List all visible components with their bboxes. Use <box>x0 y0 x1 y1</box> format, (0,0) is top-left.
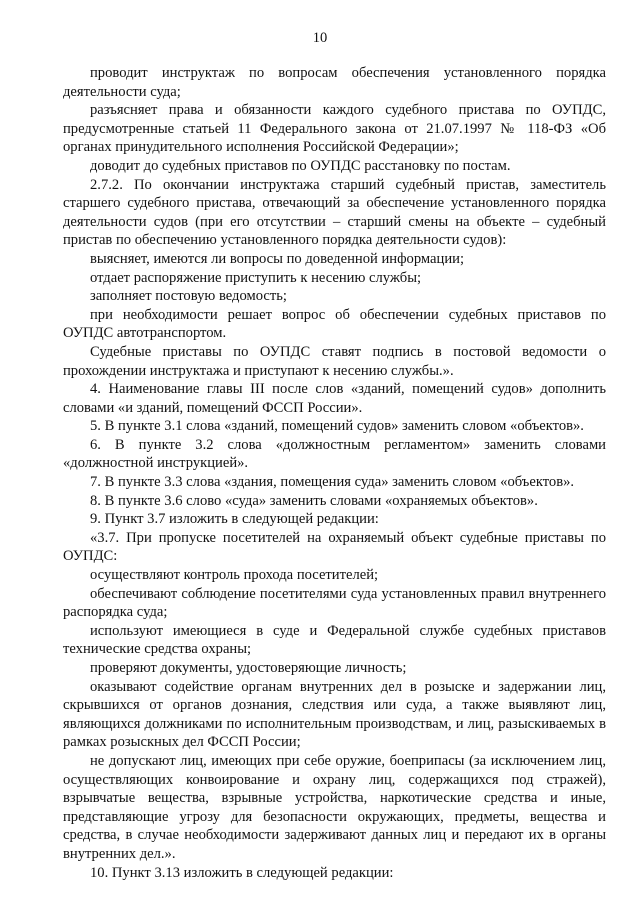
document-body <box>63 64 606 882</box>
paragraph: «3.7. При пропуске посетителей на охраняемый объект судебные приставы по ОУПДС: <box>63 529 606 565</box>
paragraph: проверяют документы, удостоверяющие личность; <box>90 660 407 676</box>
paragraph: заполняет постовую ведомость; <box>90 288 287 305</box>
paragraph: 8. В пункте 3.6 слово «суда» заменить словами «охраняемых объектов». <box>90 492 538 509</box>
paragraph: осуществляют контроль прохода посетителей; <box>90 567 379 584</box>
paragraph: 7. В пункте 3.3 слова «здания, помещения суда» заменить словом «объектов». <box>90 474 575 491</box>
paragraph: доводит до судебных приставов по ОУПДС расстановку по постам. <box>90 157 511 174</box>
paragraph: выясняет, имеются ли вопросы по доведенной информации; <box>90 250 465 267</box>
paragraph: 6. В пункте 3.2 слова «должностным регламентом» заменить словами «должностной инструкцией». <box>63 436 606 472</box>
paragraph: используют имеющиеся в суде и Федеральной службе судебных приставов технические средства охраны; <box>63 622 606 658</box>
paragraph: проводит инструктаж по вопросам обеспечения установленного порядка деятельности суда; <box>63 65 606 100</box>
paragraph: 9. Пункт 3.7 изложить в следующей редакции: <box>90 511 379 528</box>
paragraph: 4. Наименование главы III после слов «зданий, помещений судов» дополнить словами «и зданий, помещений ФССП России». <box>63 381 606 416</box>
paragraph: при необходимости решает вопрос об обеспечении судебных приставов по ОУПДС автотранспортом. <box>63 306 606 342</box>
page-number: 10 <box>312 30 328 46</box>
paragraph: не допускают лиц, имеющих при себе оружие, боеприпасы (за исключением лиц, осуществляющих конвоирование и охрану лиц, содержащихся под стражей), взрывчатые вещества, взрывные устройства, наркотические средства и иные, представляющие угрозу для безопасности окружающих, предметы, вещества и средства, в случае необходимости задерживают данных лиц и передают их в органы внутренних дел.». <box>63 752 606 862</box>
paragraph: оказывают содействие органам внутренних дел в розыске и задержании лиц, скрывшихся от органов дознания, следствия или суда, а также выявляют лиц, являющихся должниками по исполнительным производствам, и лиц, разыскиваемых в рамках розыскных дел ФССП России; <box>63 678 606 751</box>
paragraph: 2.7.2. По окончании инструктажа старший судебный пристав, заместитель старшего судебного пристава, отвечающий за обеспечение установленного порядка деятельности судов (при его отсутствии – старший смены на объекте – судебный пристав по обеспечению установленного порядка деятельности судов): <box>63 176 606 249</box>
paragraph: Судебные приставы по ОУПДС ставят подпись в постовой ведомости о прохождении инструктажа и приступают к несению службы.». <box>63 343 606 379</box>
paragraph: обеспечивают соблюдение посетителями суда установленных правил внутреннего распорядка суда; <box>63 585 606 621</box>
paragraph: 10. Пункт 3.13 изложить в следующей редакции: <box>90 864 394 881</box>
paragraph: разъясняет права и обязанности каждого судебного пристава по ОУПДС, предусмотренные статьей 11 Федерального закона от 21.07.1997 № 118-ФЗ «Об органах принудительного исполнения Российской Федерации»; <box>63 102 606 156</box>
paragraph: 5. В пункте 3.1 слова «зданий, помещений судов» заменить словом «объектов». <box>90 418 584 435</box>
paragraph: отдает распоряжение приступить к несению службы; <box>90 269 422 286</box>
